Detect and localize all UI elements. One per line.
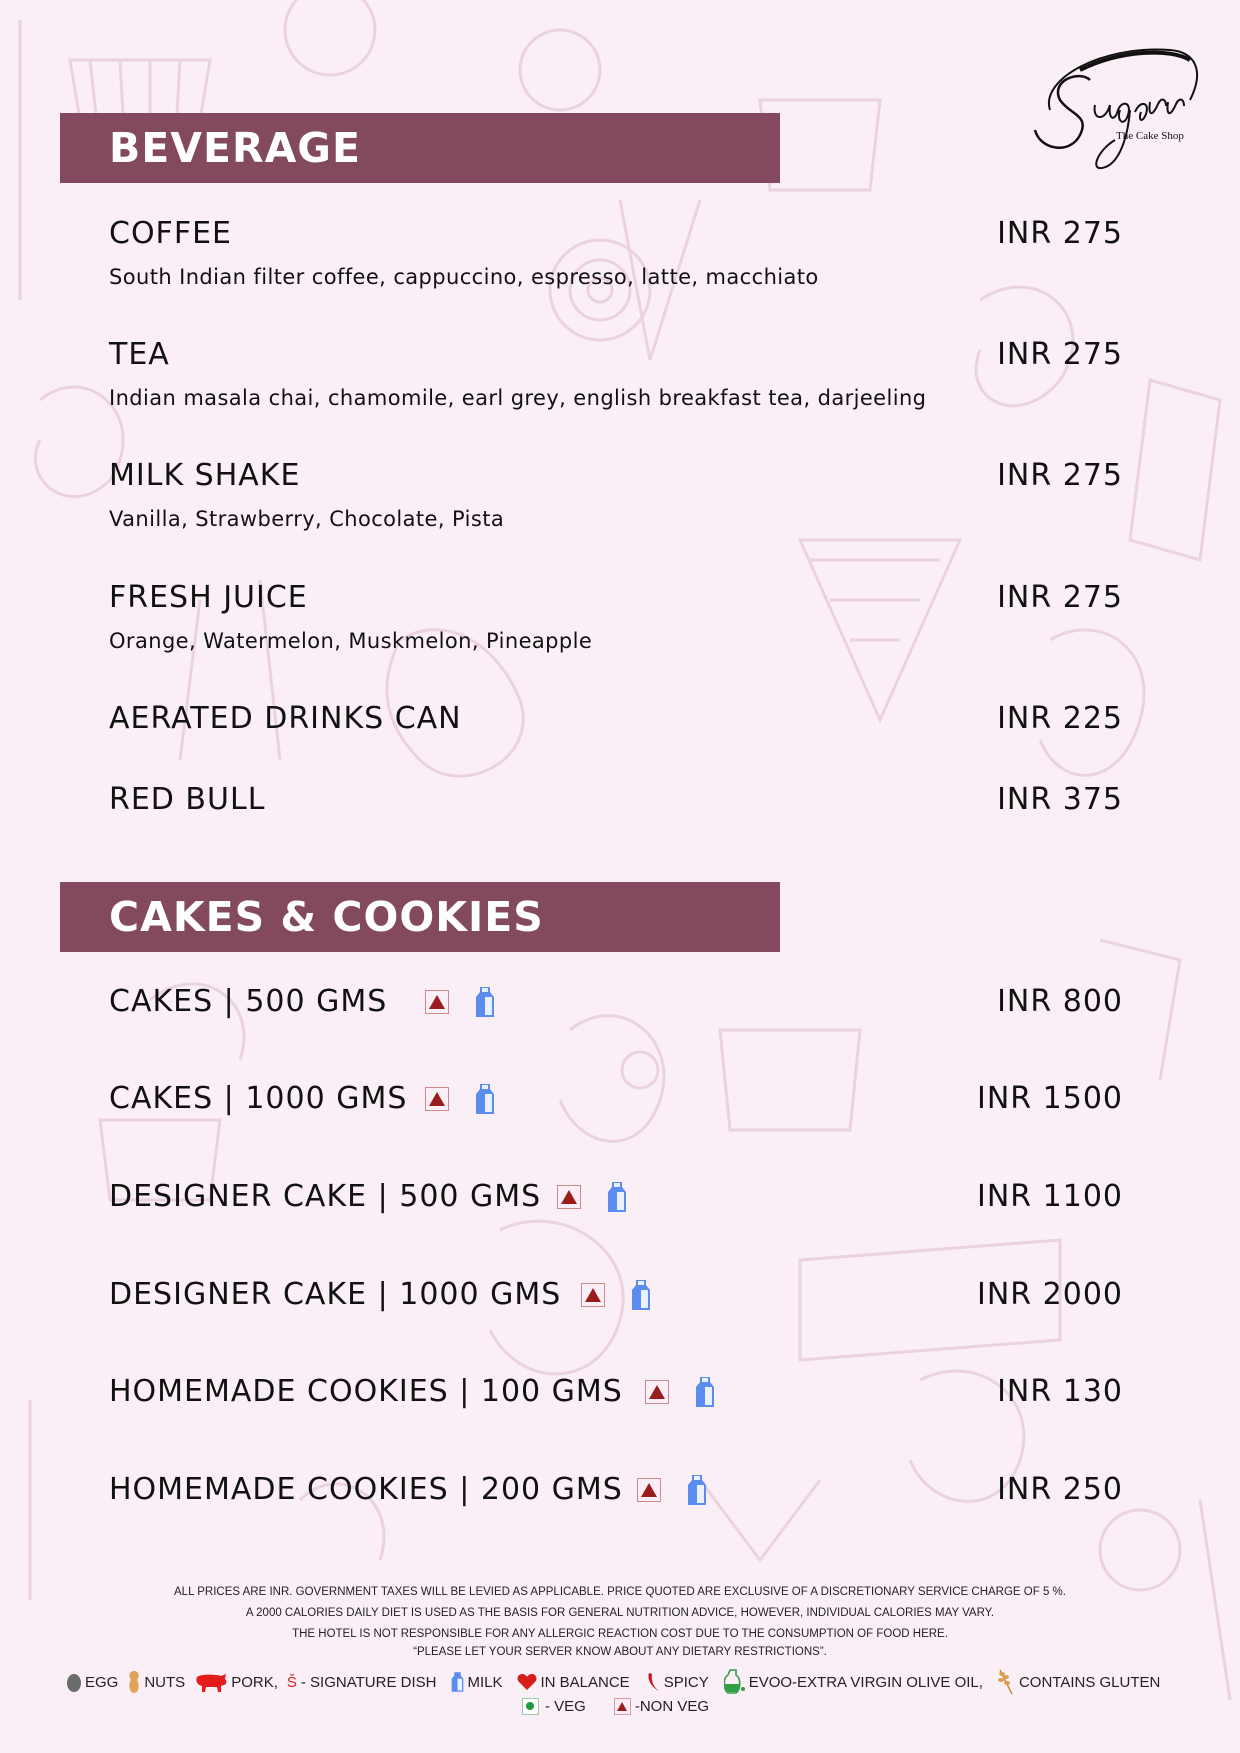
- item-name-wrap: [109, 1277, 651, 1312]
- menu-item-tea: [109, 337, 1123, 410]
- non-veg-icon: [645, 1380, 669, 1404]
- non-veg-icon: [557, 1185, 581, 1209]
- item-name: HOMEMADE COOKIES | 100 GMS: [109, 1374, 623, 1409]
- non-veg-icon: [614, 1698, 631, 1715]
- milk-icon: [631, 1278, 651, 1312]
- legend-egg: EGG: [66, 1671, 118, 1693]
- disclaimer: [0, 1582, 1240, 1659]
- milk-icon: [607, 1180, 627, 1214]
- chili-icon: [645, 1671, 661, 1693]
- sugarr-script-logo-icon: [1020, 40, 1210, 180]
- milk-icon: [451, 1670, 464, 1694]
- legend-veg-label: - VEG: [545, 1698, 586, 1715]
- menu-item-coffee: [109, 216, 1123, 289]
- veg-icon: [522, 1698, 539, 1715]
- item-price: INR 275: [997, 216, 1123, 251]
- item-name: AERATED DRINKS CAN: [109, 701, 462, 736]
- pig-icon: [194, 1671, 228, 1693]
- item-price: INR 2000: [976, 1277, 1123, 1312]
- milk-icon: [687, 1473, 707, 1507]
- non-veg-icon: [637, 1478, 661, 1502]
- item-name: CAKES | 1000 GMS: [109, 1081, 408, 1116]
- menu-item-red-bull: [109, 782, 1123, 817]
- legend-pork: PORK,: [194, 1671, 278, 1693]
- item-name: DESIGNER CAKE | 500 GMS: [109, 1179, 542, 1214]
- disclaimer-line: A 2000 CALORIES DAILY DIET IS USED AS THE BASIS FOR GENERAL NUTRITION ADVICE, HOWEVER, INDIVIDUAL CALORIES MAY VARY.: [245, 1607, 995, 1619]
- section-header-cakes-cookies: [60, 882, 780, 952]
- item-name: CAKES | 500 GMS: [109, 984, 388, 1019]
- legend-nuts: NUTS: [127, 1670, 185, 1694]
- item-price: INR 275: [997, 580, 1123, 615]
- non-veg-icon: [425, 990, 449, 1014]
- section-title: BEVERAGE: [109, 124, 361, 172]
- item-description: Orange, Watermelon, Muskmelon, Pineapple: [109, 629, 593, 653]
- item-price: INR 1100: [976, 1179, 1123, 1214]
- item-name: FRESH JUICE: [109, 580, 308, 615]
- item-name-wrap: [109, 984, 495, 1019]
- item-price: INR 130: [997, 1374, 1123, 1409]
- section-title: CAKES & COOKIES: [109, 893, 544, 941]
- peanut-icon: [127, 1670, 141, 1694]
- item-price: INR 1500: [976, 1081, 1123, 1116]
- item-name: MILK SHAKE: [109, 458, 301, 493]
- menu-item-cookies-200: [109, 1472, 1123, 1507]
- item-price: INR 275: [997, 458, 1123, 493]
- item-price: INR 800: [997, 984, 1123, 1019]
- menu-item-fresh-juice: [109, 580, 1123, 653]
- egg-icon: [66, 1671, 82, 1693]
- menu-item-aerated-drinks: [109, 701, 1123, 736]
- legend-gluten: CONTAINS GLUTEN: [996, 1668, 1160, 1696]
- item-price: INR 250: [997, 1472, 1123, 1507]
- legend-in-balance: IN BALANCE: [517, 1673, 629, 1691]
- dietary-legend: [66, 1668, 1186, 1696]
- milk-icon: [695, 1375, 715, 1409]
- item-price: INR 375: [997, 782, 1123, 817]
- menu-item-cakes-1000: [109, 1081, 1123, 1116]
- disclaimer-line: THE HOTEL IS NOT RESPONSIBLE FOR ANY ALLERGIC REACTION COST DUE TO THE CONSUMPTION OF FOOD HERE.: [292, 1628, 948, 1640]
- legend-non-veg-label: -NON VEG: [634, 1698, 710, 1715]
- legend-milk: MILK: [451, 1670, 502, 1694]
- menu-item-designer-cake-1000: [109, 1277, 1123, 1312]
- veg-nonveg-legend: [522, 1698, 709, 1715]
- item-name: TEA: [109, 337, 170, 372]
- item-price: INR 275: [997, 337, 1123, 372]
- item-name-wrap: [109, 1472, 707, 1507]
- menu-item-cakes-500: [109, 984, 1123, 1019]
- item-name: HOMEMADE COOKIES | 200 GMS: [109, 1472, 623, 1507]
- non-veg-icon: [425, 1087, 449, 1111]
- brand-logo: [1020, 40, 1210, 180]
- legend-evoo: EVOO-EXTRA VIRGIN OLIVE OIL,: [724, 1669, 983, 1695]
- disclaimer-line: “PLEASE LET YOUR SERVER KNOW ABOUT ANY DIETARY RESTRICTIONS”.: [413, 1646, 827, 1658]
- item-price: INR 225: [997, 701, 1123, 736]
- item-name-wrap: [109, 1374, 715, 1409]
- menu-item-cookies-100: [109, 1374, 1123, 1409]
- heart-icon: [517, 1673, 537, 1691]
- menu-item-milk-shake: [109, 458, 1123, 531]
- wheat-icon: [996, 1668, 1016, 1696]
- item-name-wrap: [109, 1179, 627, 1214]
- legend-spicy: SPICY: [645, 1671, 709, 1693]
- section-header-beverage: [60, 113, 780, 183]
- olive-oil-icon: [724, 1669, 746, 1695]
- milk-icon: [475, 985, 495, 1019]
- item-description: Indian masala chai, chamomile, earl grey, english breakfast tea, darjeeling: [109, 386, 927, 410]
- item-description: Vanilla, Strawberry, Chocolate, Pista: [109, 507, 505, 531]
- item-name: DESIGNER CAKE | 1000 GMS: [109, 1277, 562, 1312]
- item-description: South Indian filter coffee, cappuccino, espresso, latte, macchiato: [109, 265, 819, 289]
- disclaimer-line: ALL PRICES ARE INR. GOVERNMENT TAXES WILL BE LEVIED AS APPLICABLE. PRICE QUOTED ARE EXCLUSIVE OF A DISCRETIONARY SERVICE CHARGE OF 5 %.: [174, 1586, 1066, 1598]
- logo-tagline: The Cake Shop: [1116, 130, 1184, 142]
- item-name: RED BULL: [109, 782, 266, 817]
- legend-signature: Š - SIGNATURE DISH: [286, 1673, 437, 1691]
- item-name-wrap: [109, 1081, 495, 1116]
- signature-dish-icon: Š: [286, 1673, 297, 1691]
- item-name: COFFEE: [109, 216, 232, 251]
- milk-icon: [475, 1082, 495, 1116]
- menu-item-designer-cake-500: [109, 1179, 1123, 1214]
- non-veg-icon: [581, 1283, 605, 1307]
